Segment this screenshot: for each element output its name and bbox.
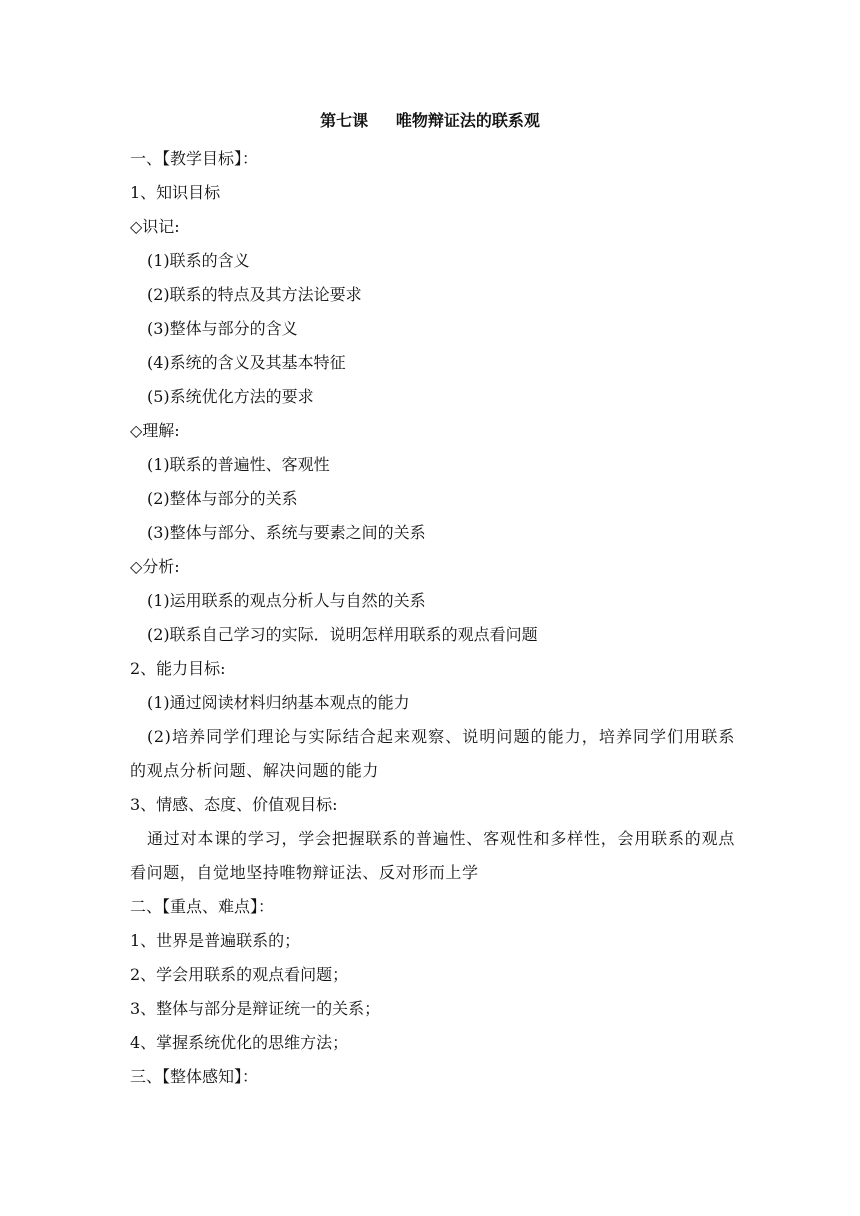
list-item: (1)联系的含义 — [147, 251, 250, 270]
document-title: 第七课 唯物辩证法的联系观 — [320, 111, 540, 130]
category-analyze: ◇分析: — [130, 557, 180, 576]
list-item: (2)整体与部分的关系 — [147, 489, 298, 508]
list-item: (2)联系自己学习的实际．说明怎样用联系的观点看问题 — [147, 625, 538, 644]
list-item: (1)运用联系的观点分析人与自然的关系 — [147, 591, 426, 610]
list-item: (4)系统的含义及其基本特征 — [147, 353, 346, 372]
list-item: 4、掌握系统优化的思维方法； — [130, 1033, 349, 1052]
list-item-paragraph: (2)培养同学们理论与实际结合起来观察、说明问题的能力，培养同学们用联系的观点分析问题、解决问题的能力 — [130, 727, 735, 780]
list-item: 2、学会用联系的观点看问题； — [130, 965, 349, 984]
list-item: (1)通过阅读材料归纳基本观点的能力 — [147, 693, 410, 712]
list-item: (3)整体与部分的含义 — [147, 319, 298, 338]
list-item: (1)联系的普遍性、客观性 — [147, 455, 330, 474]
subsection-values-goals: 3、情感、态度、价值观目标: — [130, 795, 338, 814]
list-item: (5)系统优化方法的要求 — [147, 387, 314, 406]
document-body — [130, 142, 735, 1094]
list-item: 3、整体与部分是辩证统一的关系； — [130, 999, 381, 1018]
category-memorize: ◇识记: — [130, 217, 180, 236]
section-heading-key-points: 二、【重点、难点】： — [130, 897, 275, 916]
category-understand: ◇理解: — [130, 421, 180, 440]
list-item: 1、世界是普遍联系的； — [130, 931, 301, 950]
subsection-ability-goals: 2、能力目标: — [130, 659, 226, 678]
list-item: (3)整体与部分、系统与要素之间的关系 — [147, 523, 426, 542]
section-heading-objectives: 一、【教学目标】： — [130, 149, 259, 168]
section-heading-overview: 三、【整体感知】： — [130, 1067, 259, 1086]
values-paragraph: 通过对本课的学习，学会把握联系的普遍性、客观性和多样性，会用联系的观点看问题，自觉地坚持唯物辩证法、反对形而上学 — [130, 829, 735, 882]
subsection-knowledge-goals: 1、知识目标 — [130, 183, 221, 202]
list-item: (2)联系的特点及其方法论要求 — [147, 285, 362, 304]
